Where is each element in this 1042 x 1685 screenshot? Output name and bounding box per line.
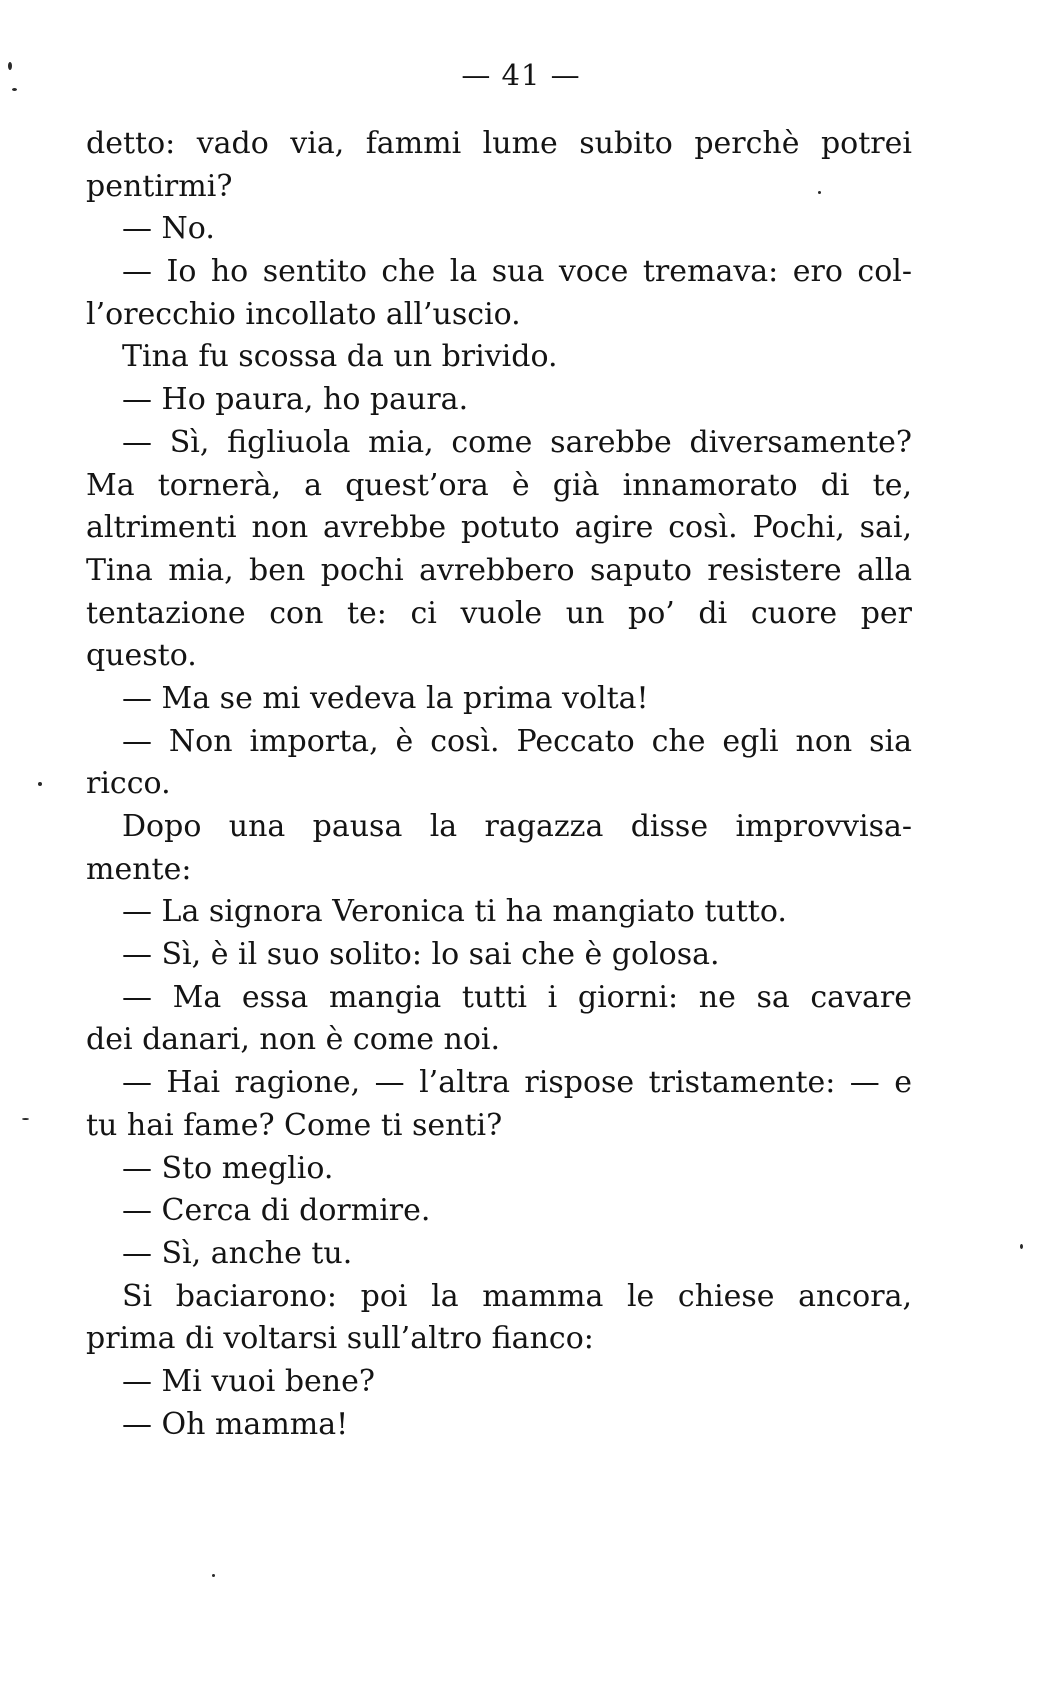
- text-line: Ma tornerà, a quest’ora è già innamorato di te,: [86, 467, 912, 503]
- text-line: — Hai ragione, — l’altra rispose tristamente: — e: [122, 1065, 912, 1101]
- text-line: questo.: [86, 638, 197, 674]
- text-line: Tina fu scossa da un brivido.: [122, 339, 558, 375]
- text-line: — Ho paura, ho paura.: [122, 382, 469, 418]
- text-line: — Oh mamma!: [122, 1406, 349, 1442]
- text-line: l’orecchio incollato all’uscio.: [86, 296, 521, 332]
- text-line: detto: vado via, fammi lume subito perchè potrei: [86, 126, 912, 161]
- scan-speck: [1020, 1244, 1023, 1249]
- text-line: dei danari, non è come noi.: [86, 1022, 501, 1058]
- text-line: altrimenti non avrebbe potuto agire così. Pochi, sai,: [86, 510, 912, 546]
- text-line: Dopo una pausa la ragazza disse improvvisa-: [122, 809, 912, 844]
- text-line: ricco.: [86, 766, 171, 802]
- text-line: — Ma essa mangia tutti i giorni: ne sa cavare: [122, 979, 912, 1015]
- body-text: [86, 123, 912, 1446]
- scan-speck: [212, 1574, 215, 1577]
- text-line: — Io ho sentito che la sua voce tremava: ero col-: [122, 254, 912, 290]
- text-line: Tina mia, ben pochi avrebbero saputo resistere alla: [86, 552, 912, 588]
- text-line: — Mi vuoi bene?: [122, 1363, 375, 1399]
- text-line: prima di voltarsi sull’altro fianco:: [86, 1321, 594, 1357]
- scan-speck: [12, 88, 17, 91]
- page-number: — 41 —: [461, 58, 581, 92]
- text-line: Si baciarono: poi la mamma le chiese ancora,: [122, 1278, 912, 1314]
- scan-speck: [22, 1118, 29, 1120]
- text-line: tu hai fame? Come ti senti?: [86, 1107, 503, 1143]
- text-line: — Sì, anche tu.: [122, 1235, 353, 1271]
- text-line: — Cerca di dormire.: [122, 1193, 431, 1229]
- scan-speck: [38, 782, 42, 786]
- text-line: — Ma se mi vedeva la prima volta!: [122, 680, 649, 716]
- text-line: — La signora Veronica ti ha mangiato tutto.: [122, 894, 787, 930]
- text-line: pentirmi?: [86, 168, 233, 204]
- scan-speck: [8, 62, 12, 70]
- text-line: — Sto meglio.: [122, 1150, 334, 1186]
- text-line: — No.: [122, 211, 215, 247]
- scan-speck: [818, 191, 821, 194]
- text-line: tentazione con te: ci vuole un po’ di cuore per: [86, 595, 912, 631]
- text-line: mente:: [86, 851, 192, 887]
- text-line: — Non importa, è così. Peccato che egli non sia: [122, 723, 912, 759]
- text-line: — Sì, è il suo solito: lo sai che è golosa.: [122, 937, 720, 973]
- text-line: — Sì, figliuola mia, come sarebbe diversamente?: [122, 424, 912, 460]
